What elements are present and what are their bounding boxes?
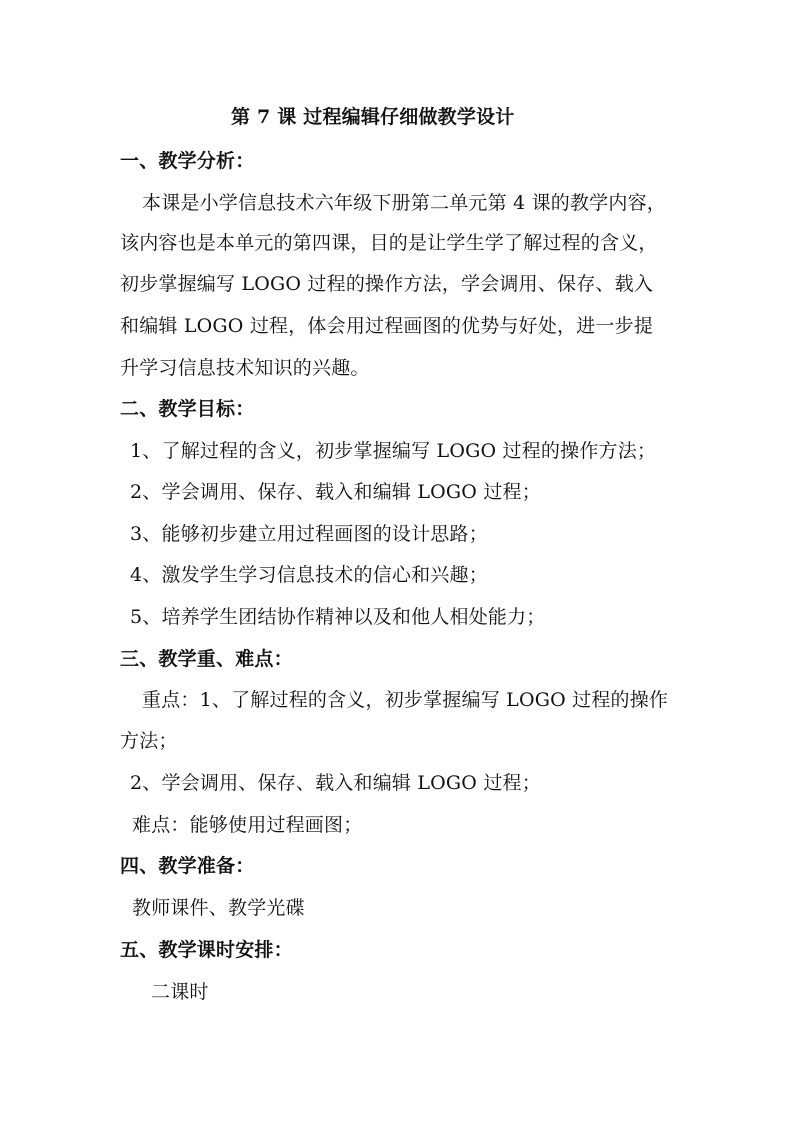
paragraph-line: 该内容也是本单元的第四课，目的是让学生学了解过程的含义， — [120, 232, 658, 254]
paragraph-line: 初步掌握编写 LOGO 过程的操作方法，学会调用、保存、载入 — [120, 273, 654, 295]
paragraph-line: 升学习信息技术知识的兴趣。 — [120, 357, 370, 379]
paragraph-line: 2、学会调用、保存、载入和编辑 LOGO 过程； — [130, 772, 541, 794]
list-item: 5、培养学生团结协作精神以及和他人相处能力； — [130, 606, 546, 628]
paragraph-line: 教师课件、教学光碟 — [132, 897, 305, 919]
paragraph-line: 方法； — [120, 730, 178, 752]
document-title: 第 7 课 过程编辑仔细做教学设计 — [231, 106, 515, 128]
paragraph-line: 二课时 — [151, 981, 209, 1003]
section-heading-key-points: 三、教学重、难点： — [120, 648, 293, 670]
list-item: 1、了解过程的含义，初步掌握编写 LOGO 过程的操作方法； — [130, 440, 657, 462]
list-item: 2、学会调用、保存、载入和编辑 LOGO 过程； — [130, 481, 541, 503]
list-item: 4、激发学生学习信息技术的信心和兴趣； — [130, 564, 488, 586]
paragraph-line: 和编辑 LOGO 过程，体会用过程画图的优势与好处，进一步提 — [120, 315, 654, 337]
section-heading-objectives: 二、教学目标： — [120, 398, 255, 420]
list-item: 3、能够初步建立用过程画图的设计思路； — [130, 523, 488, 545]
paragraph-line: 难点：能够使用过程画图； — [132, 814, 363, 836]
section-heading-schedule: 五、教学课时安排： — [120, 939, 293, 961]
section-heading-preparation: 四、教学准备： — [120, 855, 255, 877]
section-heading-analysis: 一、教学分析： — [120, 150, 255, 172]
paragraph-line: 本课是小学信息技术六年级下册第二单元第 4 课的教学内容， — [142, 192, 666, 214]
paragraph-line: 重点：1、了解过程的含义，初步掌握编写 LOGO 过程的操作 — [142, 689, 669, 711]
